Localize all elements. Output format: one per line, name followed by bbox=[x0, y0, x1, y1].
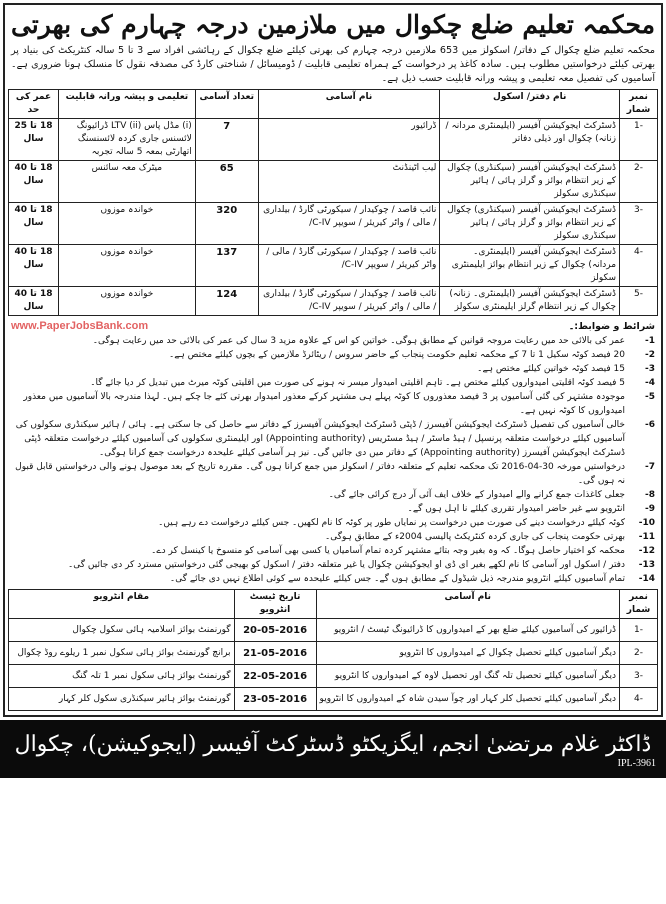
schedule-post: دیگر آسامیوں کیلئے تحصیل تلہ گنگ اور تحصیل لاوہ کے امیدواروں کا انٹرویو bbox=[316, 665, 619, 688]
schedule-row bbox=[9, 665, 658, 688]
table-header-row bbox=[9, 90, 658, 119]
row-post: نائب قاصد / چوکیدار / سیکورٹی گارڈ / مالی / واٹر کیریئر / سویپر C-IV/ bbox=[258, 245, 440, 287]
schedule-row bbox=[9, 642, 658, 665]
condition-number: -1 bbox=[645, 336, 655, 346]
row-age: 18 تا 40 سال bbox=[9, 203, 59, 245]
row-qualification: خواندہ موزوں bbox=[58, 245, 195, 287]
condition-text: کوٹہ کیلئے درخواست دینے کی صورت میں درخواست پر نمایاں طور پر کوٹہ کا نام لکھیں۔ جس کیلئے درخواست دے رہے ہیں۔ bbox=[158, 518, 625, 528]
header-count: تعداد آسامی bbox=[195, 90, 258, 119]
ad-code: IPL-3961 bbox=[617, 758, 656, 769]
condition-text: محکمہ کو اختیار حاصل ہوگا۔ کہ وہ بغیر وجہ بتائے مشتہر کردہ تمام آسامیاں یا کسی بھی آسامی کو منسوخ یا کینسل کر دے۔ bbox=[151, 546, 625, 556]
schedule-date: 23-05-2016 bbox=[234, 688, 316, 711]
header-age: عمر کی حد bbox=[9, 90, 59, 119]
condition-number: -3 bbox=[645, 364, 655, 374]
schedule-header-date: تاریخ ٹیسٹ انٹرویو bbox=[234, 590, 316, 619]
condition-text: خالی آسامیوں کی تفصیل ڈسٹرکٹ ایجوکیشن آفیسرز / ڈپٹی ڈسٹرکٹ ایجوکیشن آفیسرز کے دفاتر سے حاصل کی جا سکتی ہے۔ ہائی / ہائیر سیکنڈری سکولوں کی آسامیوں کیلئے درخواست متعلقہ پرنسپل / ہیڈ ماسٹر / ہیڈ مسٹریس (Appointing authority) اور ایلیمنٹری سکولوں کی آسامیوں کیلئے درخواست متعلقہ ڈپٹی ڈسٹرکٹ ایجوکیشن آفیسرز (Appointing authority) کے دفاتر میں دی جائیں گی۔ نیز ہر آسامی کیلئے علیحدہ درخواست جمع کرانا ہوگی۔ bbox=[15, 420, 625, 458]
row-age: 18 تا 25 سال bbox=[9, 119, 59, 161]
condition-text: دفتر / اسکول اور آسامی کا نام لکھے بغیر ای ڈی او ایجوکیشن چکوال یا غیر متعلقہ دفتر / اسکول کو بھیجی گئی درخواستیں مسترد کر دی جائیں گی۔ bbox=[68, 560, 625, 570]
condition-item bbox=[11, 530, 655, 544]
condition-text: جعلی کاغذات جمع کرانے والے امیدوار کے خلاف ایف آئی آر درج کرائی جائے گی۔ bbox=[328, 490, 625, 500]
condition-number: -4 bbox=[645, 378, 655, 388]
condition-item bbox=[11, 502, 655, 516]
schedule-post: ڈرائیور کی آسامیوں کیلئے ضلع بھر کے امیدواروں کا ڈرائیونگ ٹیسٹ / انٹرویو bbox=[316, 619, 619, 642]
condition-text: درخواستیں مورخہ 30-04-2016 تک محکمہ تعلیم کے متعلقہ دفاتر / اسکولز میں جمع کرانا ہوں گی۔ مقررہ تاریخ کے بعد موصول ہونے والی درخواستیں قابل قبول نہ ہوں گی۔ bbox=[15, 462, 625, 486]
schedule-venue: برانچ گورنمنٹ بوائز ہائی سکول نمبر 1 ریلوے روڈ چکوال bbox=[9, 642, 235, 665]
schedule-date: 22-05-2016 bbox=[234, 665, 316, 688]
header-qualification: تعلیمی و پیشہ ورانہ قابلیت bbox=[58, 90, 195, 119]
row-age: 18 تا 40 سال bbox=[9, 287, 59, 316]
table-row bbox=[9, 119, 658, 161]
row-age: 18 تا 40 سال bbox=[9, 161, 59, 203]
condition-item bbox=[11, 334, 655, 348]
ad-title: محکمہ تعلیم ضلع چکوال میں ملازمین درجہ چہارم کی بھرتی bbox=[10, 10, 656, 39]
condition-text: بھرتی حکومت پنجاب کی جاری کردہ کنٹریکٹ پالیسی 2004ء کے مطابق ہوگی۔ bbox=[324, 532, 625, 542]
row-serial: -4 bbox=[620, 245, 658, 287]
schedule-serial: -1 bbox=[620, 619, 658, 642]
condition-text: موجودہ مشتہر کی گئی آسامیوں پر 3 فیصد معذوروں کا کوٹہ پہلے ہی مشتہر کرکے معذور امیدوار بھرتی کئے جا چکے ہیں۔ لہذا مندرجہ بالا آسامیوں میں معذور امیدواروں کا کوٹہ نہیں ہے۔ bbox=[23, 392, 625, 416]
condition-item bbox=[11, 376, 655, 390]
signature-footer bbox=[0, 720, 666, 778]
row-office: ڈسٹرکٹ ایجوکیشن آفیسر (سیکنڈری) چکوال کے زیر انتظام بوائز و گرلز ہائی / ہائیر سیکنڈری سکولز bbox=[440, 161, 620, 203]
row-age: 18 تا 40 سال bbox=[9, 245, 59, 287]
condition-number: -14 bbox=[638, 574, 655, 584]
row-post: ڈرائیور bbox=[258, 119, 440, 161]
schedule-row bbox=[9, 619, 658, 642]
schedule-header-serial: نمبر شمار bbox=[620, 590, 658, 619]
condition-number: -11 bbox=[638, 532, 655, 542]
header-post: نام آسامی bbox=[258, 90, 440, 119]
header-serial: نمبر شمار bbox=[620, 90, 658, 119]
table-row bbox=[9, 203, 658, 245]
row-post: لیب اٹینڈنٹ bbox=[258, 161, 440, 203]
row-office: ڈسٹرکٹ ایجوکیشن آفیسر (سیکنڈری) چکوال کے زیر انتظام بوائز و گرلز ہائی / ہائیر سیکنڈری سکولز bbox=[440, 203, 620, 245]
row-count: 7 bbox=[195, 119, 258, 161]
watermark: www.PaperJobsBank.com bbox=[11, 320, 149, 332]
row-serial: -1 bbox=[620, 119, 658, 161]
row-serial: -3 bbox=[620, 203, 658, 245]
condition-item bbox=[11, 418, 655, 460]
condition-number: -13 bbox=[638, 560, 655, 570]
condition-number: -10 bbox=[638, 518, 655, 528]
condition-item bbox=[11, 348, 655, 362]
conditions-header bbox=[8, 320, 658, 332]
condition-number: -2 bbox=[645, 350, 655, 360]
condition-text: تمام آسامیوں کیلئے انٹرویو مندرجہ ذیل شیڈول کے مطابق ہوں گے۔ جس کیلئے علیحدہ سے کوئی اطلاع نہیں دی جائے گی۔ bbox=[169, 574, 625, 584]
condition-text: عمر کی بالائی حد میں رعایت مروجہ قوانین کے مطابق ہوگی۔ خواتین کو اس کے علاوہ مزید 3 سال کی عمر کی بالائی حد میں رعایت ہوگی۔ bbox=[92, 336, 625, 346]
schedule-venue: گورنمنٹ بوائز اسلامیہ ہائی سکول چکوال bbox=[9, 619, 235, 642]
schedule-serial: -4 bbox=[620, 688, 658, 711]
condition-item bbox=[11, 362, 655, 376]
schedule-venue: گورنمنٹ بوائز ہائی سکول نمبر 1 تلہ گنگ bbox=[9, 665, 235, 688]
row-post: نائب قاصد / چوکیدار / سیکورٹی گارڈ / بیلداری / مالی / واٹر کیریئر / سویپر C-IV/ bbox=[258, 203, 440, 245]
advertisement-border bbox=[3, 3, 663, 717]
row-qualification: خواندہ موزوں bbox=[58, 287, 195, 316]
row-serial: -5 bbox=[620, 287, 658, 316]
intro-paragraph: محکمہ تعلیم ضلع چکوال کے دفاتر/ اسکولز میں 653 ملازمین درجہ چہارم کی بھرتی کیلئے ضلع چکوال کے رہائشی افراد سے 3 تا 5 سالہ کنٹریکٹ کی بنیاد پر بھرتی کیلئے درخواستیں مطلوب ہیں۔ سادہ کاغذ پر درخواست کے ہمراہ تعلیمی قابلیت / ڈومیسائل / شناختی کارڈ کی مصدقہ نقول کا منسلک ہونا ضروری ہے۔ آسامیوں کی تفصیل معہ تعلیمی و پیشہ ورانہ قابلیت حسب ذیل ہے۔ bbox=[11, 45, 655, 84]
header-office: نام دفتر/ اسکول bbox=[440, 90, 620, 119]
table-row bbox=[9, 287, 658, 316]
condition-item bbox=[11, 460, 655, 488]
row-office: ڈسٹرکٹ ایجوکیشن آفیسر (ایلیمنٹری۔ مردانہ) چکوال کے زیر انتظام بوائز ایلیمنٹری سکولز bbox=[440, 245, 620, 287]
condition-text: 20 فیصد کوٹہ سکیل 1 تا 7 کے محکمہ تعلیم حکومت پنجاب کے حاضر سروس / ریٹائرڈ ملازمین کے بچوں کیلئے مختص ہے۔ bbox=[168, 350, 625, 360]
row-count: 65 bbox=[195, 161, 258, 203]
conditions-heading: شرائط و ضوابط:۔ bbox=[568, 320, 655, 332]
condition-item bbox=[11, 544, 655, 558]
schedule-date: 21-05-2016 bbox=[234, 642, 316, 665]
condition-number: -6 bbox=[645, 420, 655, 430]
schedule-header-row bbox=[9, 590, 658, 619]
condition-number: -12 bbox=[638, 546, 655, 556]
row-qualification: میٹرک معہ سائنس bbox=[58, 161, 195, 203]
officer-signature: ڈاکٹر غلام مرتضیٰ انجم، ایگزیکٹو ڈسٹرکٹ آفیسر (ایجوکیشن)، چکوال bbox=[14, 732, 652, 757]
schedule-header-venue: مقام انٹرویو bbox=[9, 590, 235, 619]
condition-item bbox=[11, 516, 655, 530]
condition-item bbox=[11, 558, 655, 572]
condition-text: انٹرویو سے غیر حاضر امیدوار تقرری کیلئے نا اہل ہوں گے۔ bbox=[407, 504, 625, 514]
row-count: 137 bbox=[195, 245, 258, 287]
schedule-date: 20-05-2016 bbox=[234, 619, 316, 642]
row-qualification: (i) مڈل پاس (ii) LTV ڈرائیونگ لائسنس جاری کردہ لائسنسنگ اتھارٹی بمعہ 5 سالہ تجربہ bbox=[58, 119, 195, 161]
condition-number: -7 bbox=[645, 462, 655, 472]
schedule-post: دیگر آسامیوں کیلئے تحصیل چکوال کے امیدواروں کا انٹرویو bbox=[316, 642, 619, 665]
condition-number: -8 bbox=[645, 490, 655, 500]
vacancies-table bbox=[8, 89, 658, 316]
table-row bbox=[9, 161, 658, 203]
condition-item bbox=[11, 572, 655, 586]
schedule-post: دیگر آسامیوں کیلئے تحصیل کلر کہار اور چوآ سیدن شاہ کے امیدواروں کا انٹرویو bbox=[316, 688, 619, 711]
row-count: 320 bbox=[195, 203, 258, 245]
row-office: ڈسٹرکٹ ایجوکیشن آفیسر (ایلیمنٹری مردانہ / زنانہ) چکوال اور ذیلی دفاتر bbox=[440, 119, 620, 161]
schedule-venue: گورنمنٹ بوائز ہائیر سیکنڈری سکول کلر کہار bbox=[9, 688, 235, 711]
table-row bbox=[9, 245, 658, 287]
conditions-list bbox=[8, 334, 658, 586]
schedule-serial: -2 bbox=[620, 642, 658, 665]
condition-item bbox=[11, 488, 655, 502]
schedule-row bbox=[9, 688, 658, 711]
condition-text: 5 فیصد کوٹہ اقلیتی امیدواروں کیلئے مختص ہے۔ تاہم اقلیتی امیدوار میسر نہ ہونے کی صورت میں اقلیتی کوٹہ میرٹ میں تبدیل کر دیا جائے گا۔ bbox=[90, 378, 625, 388]
row-serial: -2 bbox=[620, 161, 658, 203]
condition-number: -5 bbox=[645, 392, 655, 402]
row-qualification: خواندہ موزوں bbox=[58, 203, 195, 245]
row-count: 124 bbox=[195, 287, 258, 316]
interview-schedule-table bbox=[8, 589, 658, 711]
schedule-serial: -3 bbox=[620, 665, 658, 688]
row-office: ڈسٹرکٹ ایجوکیشن آفیسر (ایلیمنٹری۔ زنانہ) چکوال کے زیر انتظام گرلز ایلیمنٹری سکولز bbox=[440, 287, 620, 316]
row-post: نائب قاصد / چوکیدار / سیکورٹی گارڈ / بیلداری / مالی / واٹر کیریئر / سویپر C-IV/ bbox=[258, 287, 440, 316]
condition-text: 15 فیصد کوٹہ خواتین کیلئے مختص ہے۔ bbox=[477, 364, 625, 374]
condition-number: -9 bbox=[645, 504, 655, 514]
schedule-header-post: نام آسامی bbox=[316, 590, 619, 619]
condition-item bbox=[11, 390, 655, 418]
